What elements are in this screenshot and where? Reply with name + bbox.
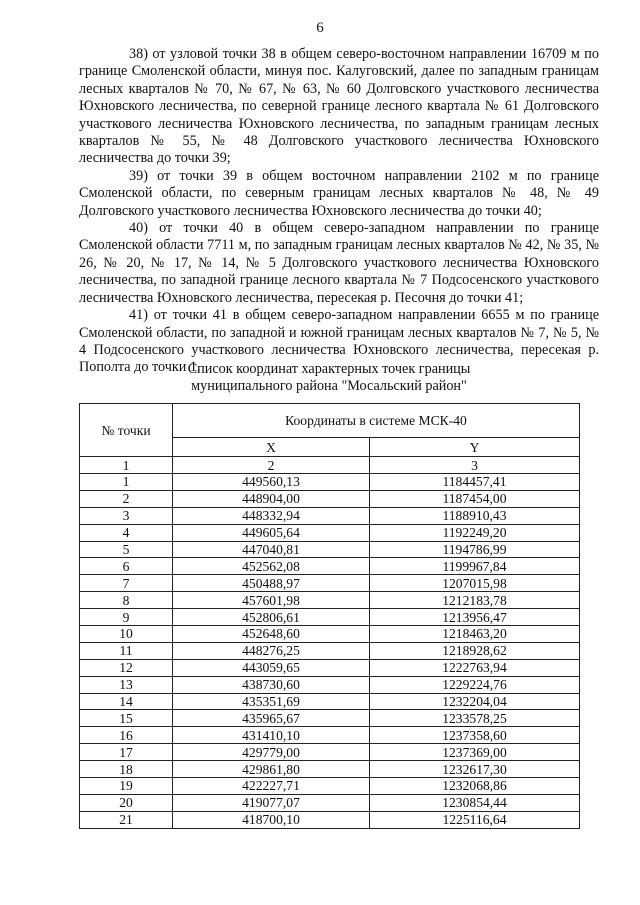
y-coordinate-cell: 1212183,78 bbox=[370, 592, 580, 609]
y-coordinate-cell: 1237358,60 bbox=[370, 727, 580, 744]
point-number-cell: 5 bbox=[80, 541, 173, 558]
y-coordinate-cell: 1232204,04 bbox=[370, 693, 580, 710]
y-coordinate-cell: 1187454,00 bbox=[370, 490, 580, 507]
table-row bbox=[80, 778, 580, 795]
x-coordinate-cell: 435965,67 bbox=[173, 710, 370, 727]
point-number-cell: 10 bbox=[80, 626, 173, 643]
y-coordinate-cell: 1207015,98 bbox=[370, 575, 580, 592]
x-coordinate-cell: 438730,60 bbox=[173, 676, 370, 693]
x-coordinate-cell: 452648,60 bbox=[173, 626, 370, 643]
y-coordinate-cell: 1233578,25 bbox=[370, 710, 580, 727]
paragraph-39: 39) от точки 39 в общем восточном направлении 2102 м по границе Смоленской области, по северным границам лесных кварталов № 48, № 49 Долговского участкового лесничества Юхновского лесничества до точки 40; bbox=[79, 167, 599, 219]
x-coordinate-cell: 443059,65 bbox=[173, 659, 370, 676]
y-coordinate-cell: 1222763,94 bbox=[370, 659, 580, 676]
table-row bbox=[80, 642, 580, 659]
header-x: X bbox=[173, 438, 370, 457]
x-coordinate-cell: 457601,98 bbox=[173, 592, 370, 609]
y-coordinate-cell: 1237369,00 bbox=[370, 744, 580, 761]
table-row bbox=[80, 524, 580, 541]
y-coordinate-cell: 1188910,43 bbox=[370, 507, 580, 524]
table-row bbox=[80, 490, 580, 507]
table-row bbox=[80, 558, 580, 575]
y-coordinate-cell: 1213956,47 bbox=[370, 609, 580, 626]
point-number-cell: 12 bbox=[80, 659, 173, 676]
point-number-cell: 13 bbox=[80, 676, 173, 693]
table-row bbox=[80, 676, 580, 693]
table-row bbox=[80, 609, 580, 626]
point-number-cell: 20 bbox=[80, 794, 173, 811]
header-y: Y bbox=[370, 438, 580, 457]
page-number: 6 bbox=[316, 20, 324, 36]
column-index-row bbox=[80, 457, 580, 474]
table-row bbox=[80, 727, 580, 744]
table-row bbox=[80, 541, 580, 558]
point-number-cell: 2 bbox=[80, 490, 173, 507]
caption-line-1: Список координат характерных точек границы bbox=[187, 361, 471, 377]
y-coordinate-cell: 1232068,86 bbox=[370, 778, 580, 795]
table-row bbox=[80, 659, 580, 676]
x-coordinate-cell: 449605,64 bbox=[173, 524, 370, 541]
y-coordinate-cell: 1192249,20 bbox=[370, 524, 580, 541]
y-coordinate-cell: 1184457,41 bbox=[370, 474, 580, 491]
column-index: 2 bbox=[173, 457, 370, 474]
table-row bbox=[80, 626, 580, 643]
point-number-cell: 14 bbox=[80, 693, 173, 710]
x-coordinate-cell: 450488,97 bbox=[173, 575, 370, 592]
table-row bbox=[80, 474, 580, 491]
table-row bbox=[80, 575, 580, 592]
x-coordinate-cell: 448332,94 bbox=[173, 507, 370, 524]
caption-line-2: муниципального района "Мосальский район" bbox=[191, 378, 467, 395]
x-coordinate-cell: 429779,00 bbox=[173, 744, 370, 761]
table-row bbox=[80, 811, 580, 828]
x-coordinate-cell: 447040,81 bbox=[173, 541, 370, 558]
x-coordinate-cell: 419077,07 bbox=[173, 794, 370, 811]
table-row bbox=[80, 794, 580, 811]
table-row bbox=[80, 761, 580, 778]
table-row bbox=[80, 710, 580, 727]
coordinates-table bbox=[79, 403, 580, 829]
paragraph-40: 40) от точки 40 в общем северо-западном направлении по границе Смоленской области 7711 м, по западным границам лесных кварталов № 42, № 35, № 26, № 20, № 17, № 14, № 5 Долговского участкового лесничества Юхновского лесничества, по западной границе лесного квартала № 7 Подсосенского участкового лесничества Юхновского лесничества, пересекая р. Песочня до точки 41; bbox=[79, 220, 599, 306]
header-coordinate-system: Координаты в системе МСК-40 bbox=[173, 404, 580, 438]
y-coordinate-cell: 1199967,84 bbox=[370, 558, 580, 575]
paragraph-38: 38) от узловой точки 38 в общем северо-восточном направлении 16709 м по границе Смоленской области, минуя пос. Калуговский, далее по западным границам лесных кварталов № 70, № 67, № 63, № 60 Долговского участкового лесничества Юхновского лесничества, по северной границе лесного квартала № 61 Долговского участкового лесничества Юхновского лесничества, по западным границам лесных кварталов № 55, № 48 Долговского участкового лесничества Юхновского лесничества до точки 39; bbox=[79, 46, 599, 167]
point-number-cell: 19 bbox=[80, 778, 173, 795]
point-number-cell: 4 bbox=[80, 524, 173, 541]
table-row bbox=[80, 507, 580, 524]
x-coordinate-cell: 452562,08 bbox=[173, 558, 370, 575]
table-caption bbox=[79, 361, 579, 396]
y-coordinate-cell: 1194786,99 bbox=[370, 541, 580, 558]
point-number-cell: 18 bbox=[80, 761, 173, 778]
x-coordinate-cell: 448276,25 bbox=[173, 642, 370, 659]
x-coordinate-cell: 418700,10 bbox=[173, 811, 370, 828]
point-number-cell: 11 bbox=[80, 642, 173, 659]
y-coordinate-cell: 1218928,62 bbox=[370, 642, 580, 659]
point-number-cell: 3 bbox=[80, 507, 173, 524]
table-row bbox=[80, 592, 580, 609]
y-coordinate-cell: 1229224,76 bbox=[370, 676, 580, 693]
table-row bbox=[80, 744, 580, 761]
point-number-cell: 17 bbox=[80, 744, 173, 761]
x-coordinate-cell: 435351,69 bbox=[173, 693, 370, 710]
point-number-cell: 1 bbox=[80, 474, 173, 491]
body-text bbox=[79, 46, 599, 377]
point-number-cell: 8 bbox=[80, 592, 173, 609]
point-number-cell: 9 bbox=[80, 609, 173, 626]
point-number-cell: 16 bbox=[80, 727, 173, 744]
x-coordinate-cell: 429861,80 bbox=[173, 761, 370, 778]
y-coordinate-cell: 1218463,20 bbox=[370, 626, 580, 643]
y-coordinate-cell: 1232617,30 bbox=[370, 761, 580, 778]
point-number-cell: 7 bbox=[80, 575, 173, 592]
header-point-number: № точки bbox=[80, 404, 173, 457]
point-number-cell: 21 bbox=[80, 811, 173, 828]
x-coordinate-cell: 449560,13 bbox=[173, 474, 370, 491]
column-index: 3 bbox=[370, 457, 580, 474]
paragraph-41: 41) от точки 41 в общем северо-западном направлении 6655 м по границе Смоленской области, по западной и южной границам лесных кварталов № 7, № 5, № 4 Подсосенского участкового лесничества Юхновского лесничества, пересекая р. Пополта до точки 1. bbox=[79, 307, 599, 376]
x-coordinate-cell: 431410,10 bbox=[173, 727, 370, 744]
column-index: 1 bbox=[80, 457, 173, 474]
y-coordinate-cell: 1225116,64 bbox=[370, 811, 580, 828]
x-coordinate-cell: 448904,00 bbox=[173, 490, 370, 507]
y-coordinate-cell: 1230854,44 bbox=[370, 794, 580, 811]
point-number-cell: 6 bbox=[80, 558, 173, 575]
point-number-cell: 15 bbox=[80, 710, 173, 727]
table-row bbox=[80, 693, 580, 710]
x-coordinate-cell: 452806,61 bbox=[173, 609, 370, 626]
x-coordinate-cell: 422227,71 bbox=[173, 778, 370, 795]
